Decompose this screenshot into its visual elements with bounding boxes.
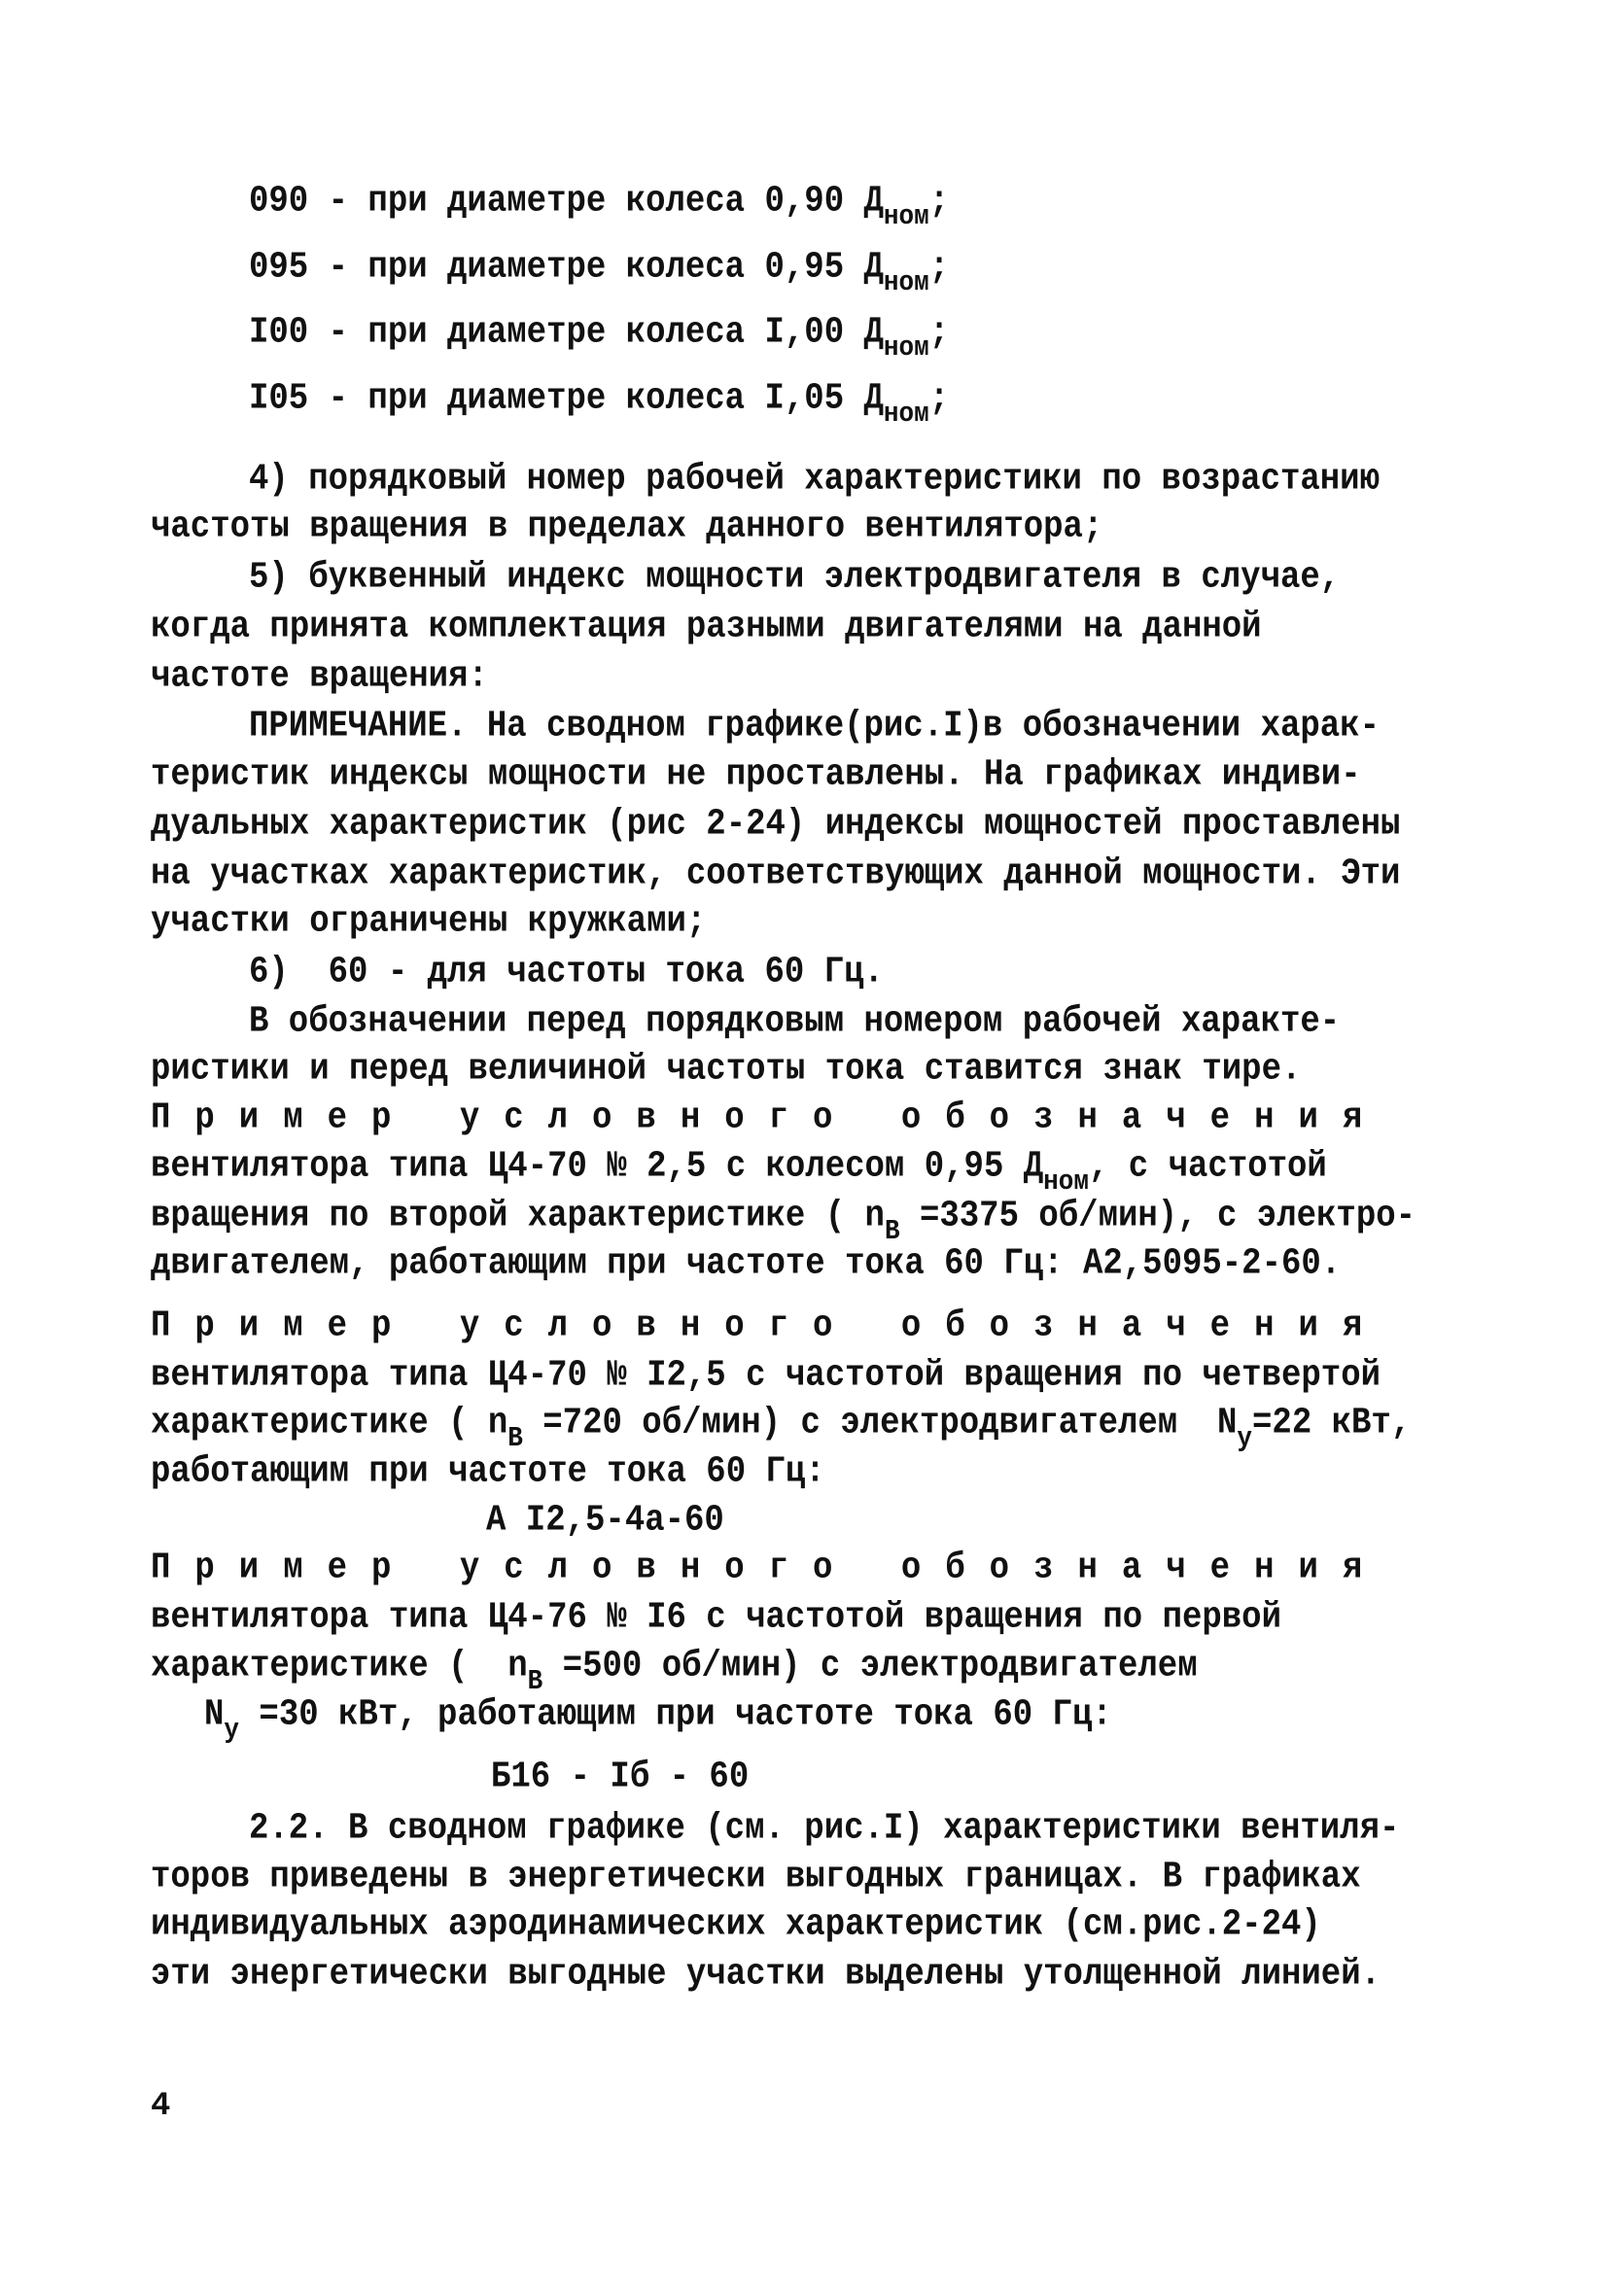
text-segment: характеристике ( n: [151, 1646, 528, 1687]
text-line: [151, 1645, 1198, 1697]
text-segment: характеристике ( n: [151, 1403, 508, 1444]
text-segment: , с частотой: [1088, 1146, 1327, 1188]
text-line: [151, 1402, 1412, 1454]
subscript: у: [224, 1713, 240, 1746]
text-segment: на участках характеристик, соответствующих данной мощности. Эти: [151, 853, 1401, 895]
text-line: [249, 951, 884, 994]
text-line: [151, 1596, 1281, 1640]
text-line: [249, 377, 950, 430]
text-line: [151, 1354, 1381, 1398]
text-line: [151, 1048, 1301, 1092]
text-segment: ;: [928, 378, 950, 420]
text-segment: ристики и перед величиной частоты тока ставится знак тире.: [151, 1049, 1302, 1091]
subscript: ном: [883, 330, 929, 364]
text-segment: двигателем, работающим при частоте тока 60 Гц: А2,5095-2-60.: [151, 1243, 1342, 1285]
subscript: ном: [883, 199, 929, 232]
text-segment: ;: [928, 247, 950, 289]
text-segment: А I2,5-4а-60: [486, 1500, 724, 1542]
text-segment: частоте вращения:: [151, 656, 488, 698]
text-segment: 2.2. В сводном графике (см. рис.I) характеристики вентиля-: [249, 1808, 1400, 1850]
example-heading: [151, 1547, 1386, 1590]
text-line: [151, 1450, 825, 1494]
text-line: [249, 458, 1380, 502]
text-segment: 095 - при диаметре колеса 0,95 Д: [249, 247, 884, 289]
text-line: [249, 180, 950, 232]
text-line: [151, 505, 1102, 549]
text-segment: вращения по второй характеристике ( n: [151, 1196, 885, 1237]
text-segment: Пример условного обозначения: [151, 1305, 1387, 1347]
text-line: [151, 1856, 1361, 1899]
text-line: [151, 1953, 1381, 1997]
text-segment: Пример условного обозначения: [151, 1548, 1387, 1589]
text-segment: эти энергетически выгодные участки выделены утолщенной линией.: [151, 1954, 1381, 1996]
text-segment: 6) 60 - для частоты тока 60 Гц.: [249, 952, 884, 993]
text-line: [151, 852, 1400, 896]
text-segment: ;: [928, 312, 950, 354]
text-segment: I05 - при диаметре колеса I,05 Д: [249, 378, 884, 420]
subscript: ном: [883, 265, 929, 298]
text-line: [151, 1195, 1416, 1247]
text-line: [151, 1242, 1341, 1286]
text-line: [249, 311, 950, 364]
text-segment: Пример условного обозначения: [151, 1097, 1387, 1139]
example-heading: [151, 1096, 1386, 1140]
text-segment: В обозначении перед порядковым номером рабочей характе-: [249, 1001, 1341, 1043]
subscript: у: [1237, 1421, 1253, 1454]
text-segment: частоты вращения в пределах данного вентилятора;: [151, 506, 1103, 548]
text-segment: торов приведены в энергетически выгодных границах. В графиках: [151, 1857, 1361, 1898]
example-heading: [151, 1305, 1386, 1348]
text-line: [151, 655, 488, 699]
text-line: [249, 1807, 1399, 1851]
text-segment: =22 кВт,: [1252, 1403, 1412, 1444]
subscript: В: [884, 1214, 900, 1247]
text-segment: вентилятора типа Ц4-70 № I2,5 с частотой вращения по четвертой: [151, 1355, 1381, 1397]
text-segment: когда принята комплектация разными двигателями на данной: [151, 607, 1262, 648]
text-segment: дуальных характеристик (рис 2-24) индексы мощностей проставлены: [151, 804, 1401, 846]
text-segment: 090 - при диаметре колеса 0,90 Д: [249, 181, 884, 223]
text-line: [151, 803, 1400, 847]
text-line: [204, 1693, 1112, 1746]
text-segment: индивидуальных аэродинамических характеристик (см.рис.2-24): [151, 1904, 1321, 1946]
subscript: ном: [1043, 1165, 1089, 1198]
text-line: [151, 900, 706, 944]
text-line: [249, 705, 1380, 748]
text-line: [151, 606, 1262, 649]
text-segment: работающим при частоте тока 60 Гц:: [151, 1451, 825, 1493]
text-line: [249, 246, 950, 298]
text-segment: теристик индексы мощности не проставлены. На графиках индиви-: [151, 754, 1361, 796]
text-segment: Б16 - Iб - 60: [491, 1757, 750, 1798]
text-segment: ;: [928, 181, 950, 223]
text-segment: 4) порядковый номер рабочей характеристики по возрастанию: [249, 459, 1380, 501]
text-segment: =500 об/мин) с электродвигателем: [542, 1646, 1198, 1687]
text-segment: вентилятора типа Ц4-70 № 2,5 с колесом 0,95 Д: [151, 1146, 1044, 1188]
text-segment: =30 кВт, работающим при частоте тока 60 Гц:: [239, 1694, 1112, 1736]
text-line: [486, 1499, 724, 1543]
text-line: [151, 1903, 1321, 1947]
subscript: В: [507, 1421, 523, 1454]
text-line: [151, 1145, 1327, 1198]
text-segment: N: [204, 1694, 225, 1736]
text-segment: =720 об/мин) с электродвигателем N: [522, 1403, 1238, 1444]
text-line: [249, 556, 1340, 600]
text-segment: I00 - при диаметре колеса I,00 Д: [249, 312, 884, 354]
page-number: 4: [151, 2088, 171, 2125]
text-segment: ПРИМЕЧАНИЕ. На сводном графике(рис.I)в обозначении харак-: [249, 706, 1380, 748]
text-segment: участки ограничены кружками;: [151, 901, 707, 943]
text-line: [491, 1756, 749, 1799]
subscript: ном: [883, 397, 929, 430]
text-segment: =3375 об/мин), с электро-: [899, 1196, 1416, 1237]
subscript: В: [527, 1664, 543, 1697]
text-line: [249, 1000, 1340, 1044]
text-segment: вентилятора типа Ц4-76 № I6 с частотой вращения по первой: [151, 1597, 1281, 1639]
text-segment: 5) буквенный индекс мощности электродвигателя в случае,: [249, 557, 1341, 599]
text-line: [151, 753, 1361, 797]
